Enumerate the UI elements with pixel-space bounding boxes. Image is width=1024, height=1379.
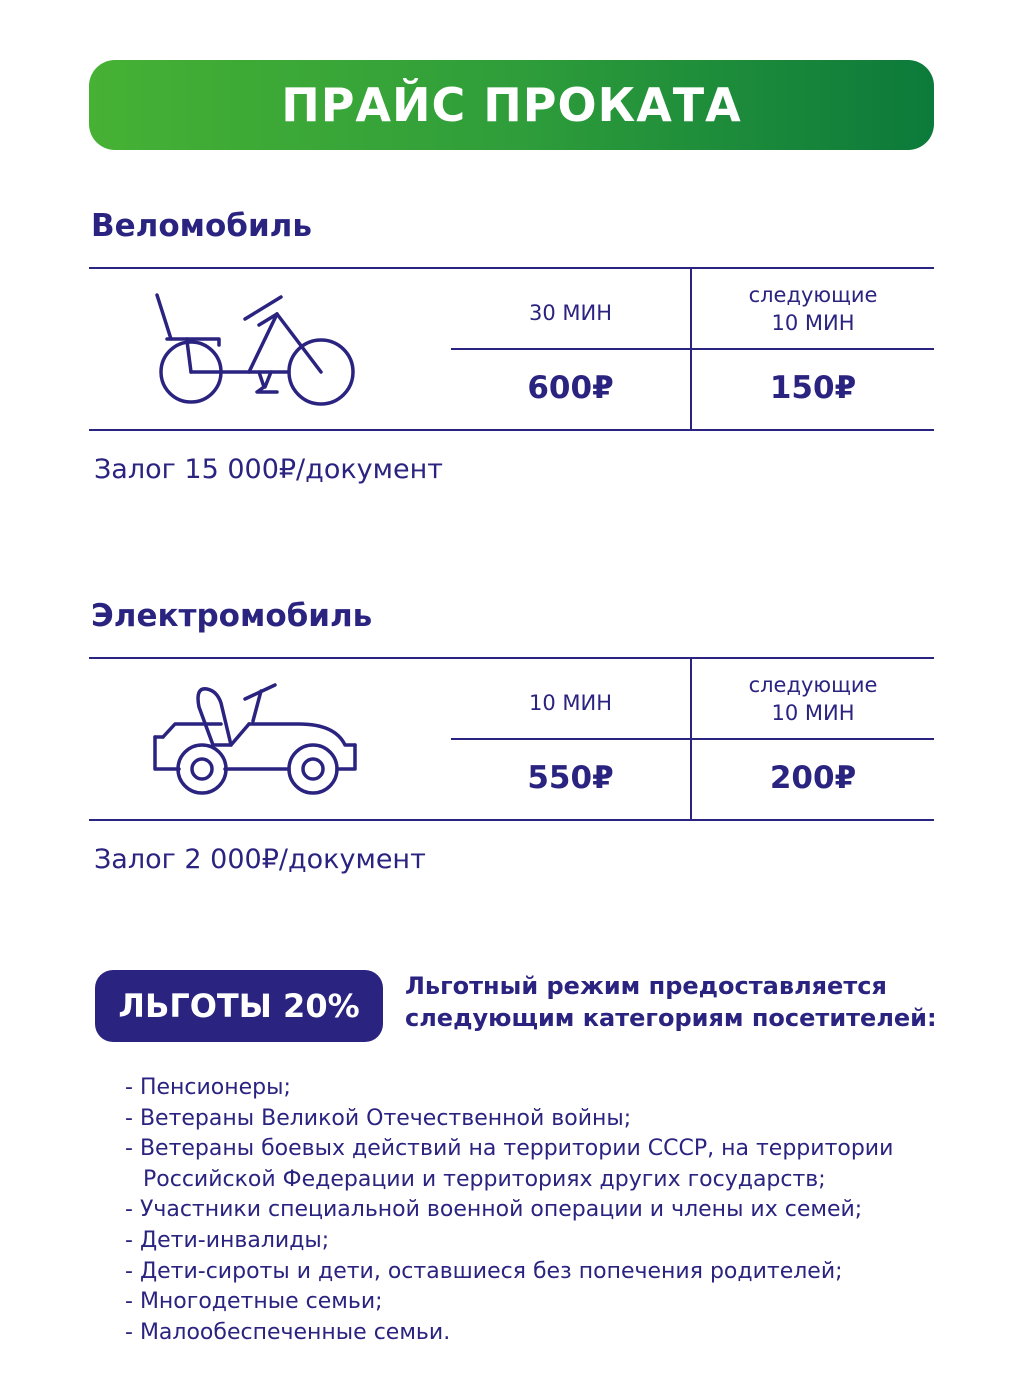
price-table-velomobile [89,267,934,431]
cell-label-next: следующие 10 МИН [748,283,878,335]
benefits-list [125,1073,985,1348]
deposit-electromobile: Залог 2 000₽/документ [94,844,426,875]
table-top-border [89,657,934,659]
price-table-electromobile [89,657,934,821]
benefits-description: Льготный режим предоставляется следующим категориям посетителей: [405,972,937,1032]
table-bottom-border [89,429,934,431]
cell-price-base: 550₽ [527,760,614,796]
cell-label-next: следующие 10 МИН [748,673,878,725]
benefits-badge [95,970,383,1042]
section-title-velomobile: Веломобиль [91,208,312,244]
list-item: - Дети-инвалиды; [125,1226,985,1257]
table-mid-border [451,738,934,740]
section-title-electromobile: Электромобиль [91,598,373,634]
pedal-car-icon [149,289,369,409]
list-item: - Участники специальной военной операции и члены их семей; [125,1195,985,1226]
table-mid-border [451,348,934,350]
list-item: - Ветераны боевых действий на территории СССР, на территории Российской Федерации и территориях других государств; [125,1134,985,1195]
cell-label-base: 10 МИН [528,691,612,715]
header-banner [89,60,934,150]
cell-price-base: 600₽ [527,370,614,406]
list-item: - Ветераны Великой Отечественной войны; [125,1104,985,1135]
table-bottom-border [89,819,934,821]
benefits-badge-label: ЛЬГОТЫ 20% [118,987,360,1025]
list-item: - Многодетные семьи; [125,1287,985,1318]
list-item: - Пенсионеры; [125,1073,985,1104]
list-item: - Дети-сироты и дети, оставшиеся без попечения родителей; [125,1257,985,1288]
cell-price-next: 200₽ [769,760,857,796]
table-top-border [89,267,934,269]
deposit-velomobile: Залог 15 000₽/документ [94,454,443,485]
list-item: - Малообеспеченные семьи. [125,1318,985,1349]
electric-car-icon [149,679,369,804]
cell-price-next: 150₽ [769,370,857,406]
page-title: ПРАЙС ПРОКАТА [281,78,742,132]
cell-label-base: 30 МИН [528,301,612,325]
